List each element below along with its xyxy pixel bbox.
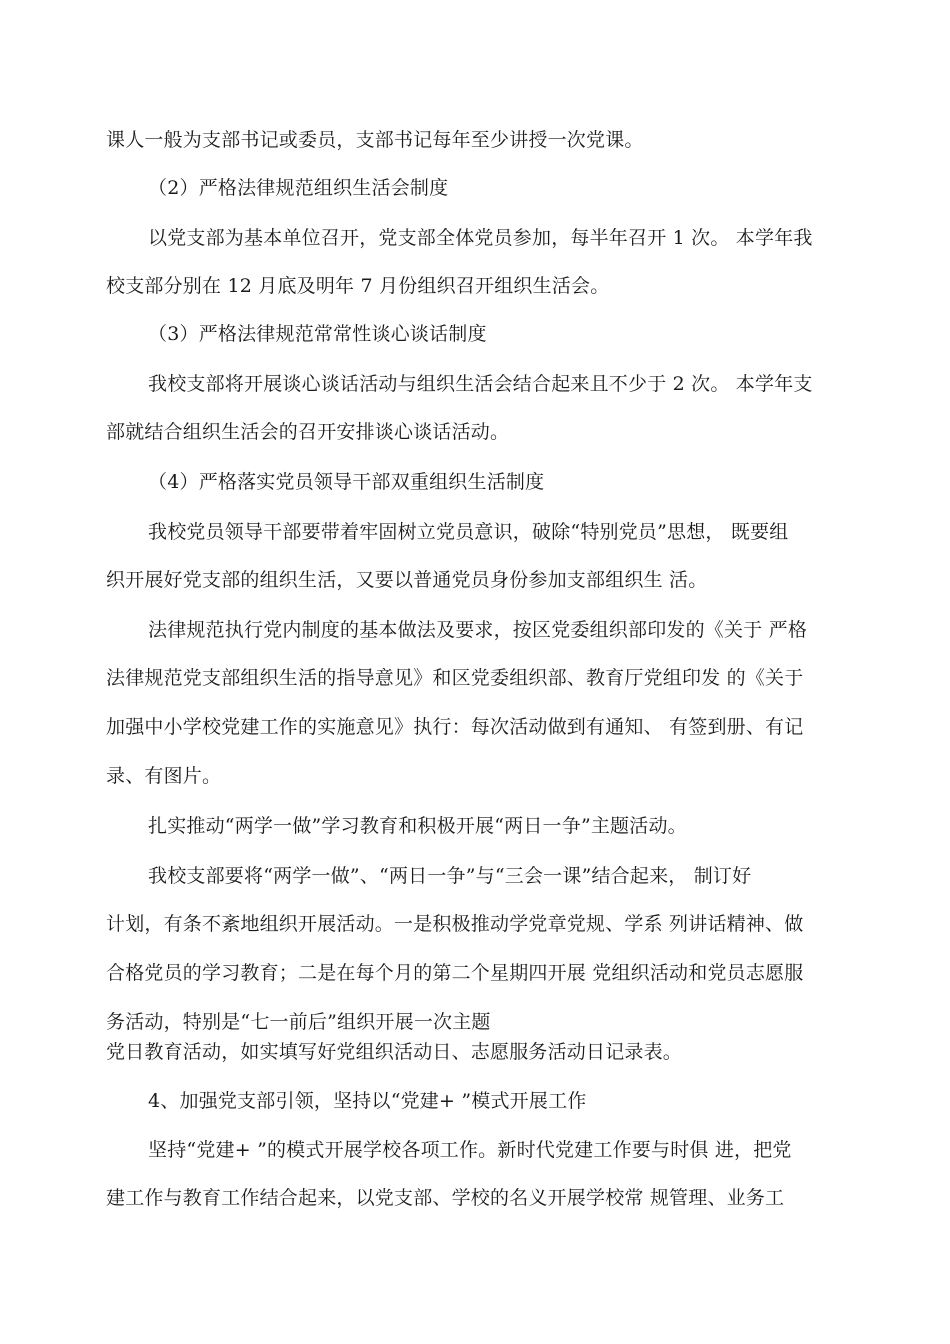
body-text-line: 务活动，特别是“七一前后”组织开展一次主题 <box>106 1011 491 1033</box>
body-text-line: 法律规范执行党内制度的基本做法及要求，按区党委组织部印发的《关于 严格 <box>148 619 808 641</box>
body-text-line: 合格党员的学习教育；二是在每个月的第二个星期四开展 党组织活动和党员志愿服 <box>106 962 804 984</box>
section-heading-4-point: 4、加强党支部引领，坚持以“党建+ ”模式开展工作 <box>148 1090 587 1112</box>
body-text-line: 部就结合组织生活会的召开安排谈心谈话活动。 <box>106 421 510 443</box>
body-text-line: 党日教育活动，如实填写好党组织活动日、志愿服务活动日记录表。 <box>106 1041 683 1063</box>
body-text-line: 以党支部为基本单位召开，党支部全体党员参加，每半年召开 1 次。 本学年我 <box>148 227 813 249</box>
body-text-line: 校支部分别在 12 月底及明年 7 月份组织召开组织生活会。 <box>106 275 610 297</box>
body-text-line: 建工作与教育工作结合起来，以党支部、学校的名义开展学校常 规管理、业务工 <box>106 1187 785 1209</box>
section-heading-4: （4）严格落实党员领导干部双重组织生活制度 <box>148 471 545 493</box>
body-text-line: 课人一般为支部书记或委员，支部书记每年至少讲授一次党课。 <box>106 129 644 151</box>
body-text-line: 我校支部将开展谈心谈话活动与组织生活会结合起来且不少于 2 次。 本学年支 <box>148 373 813 395</box>
body-text-line: 扎实推动“两学一做”学习教育和积极开展“两日一争”主题活动。 <box>148 815 687 837</box>
body-text-line: 法律规范党支部组织生活的指导意见》和区党委组织部、教育厅党组印发 的《关于 <box>106 667 804 689</box>
body-text-line: 织开展好党支部的组织生活，又要以普通党员身份参加支部组织生 活。 <box>106 569 708 591</box>
body-text-line: 坚持“党建+ ”的模式开展学校各项工作。新时代党建工作要与时俱 进，把党 <box>148 1139 792 1161</box>
section-heading-3: （3）严格法律规范常常性谈心谈话制度 <box>148 323 487 345</box>
body-text-line: 录、有图片。 <box>106 765 222 787</box>
body-text-line: 我校支部要将“两学一做”、“两日一争”与“三会一课”结合起来， 制订好 <box>148 865 752 887</box>
body-text-line: 我校党员领导干部要带着牢固树立党员意识，破除“特别党员”思想， 既要组 <box>148 521 789 543</box>
body-text-line: 加强中小学校党建工作的实施意见》执行：每次活动做到有通知、 有签到册、有记 <box>106 716 804 738</box>
section-heading-2: （2）严格法律规范组织生活会制度 <box>148 177 449 199</box>
body-text-line: 计划，有条不紊地组织开展活动。一是积极推动学党章党规、学系 列讲话精神、做 <box>106 913 804 935</box>
